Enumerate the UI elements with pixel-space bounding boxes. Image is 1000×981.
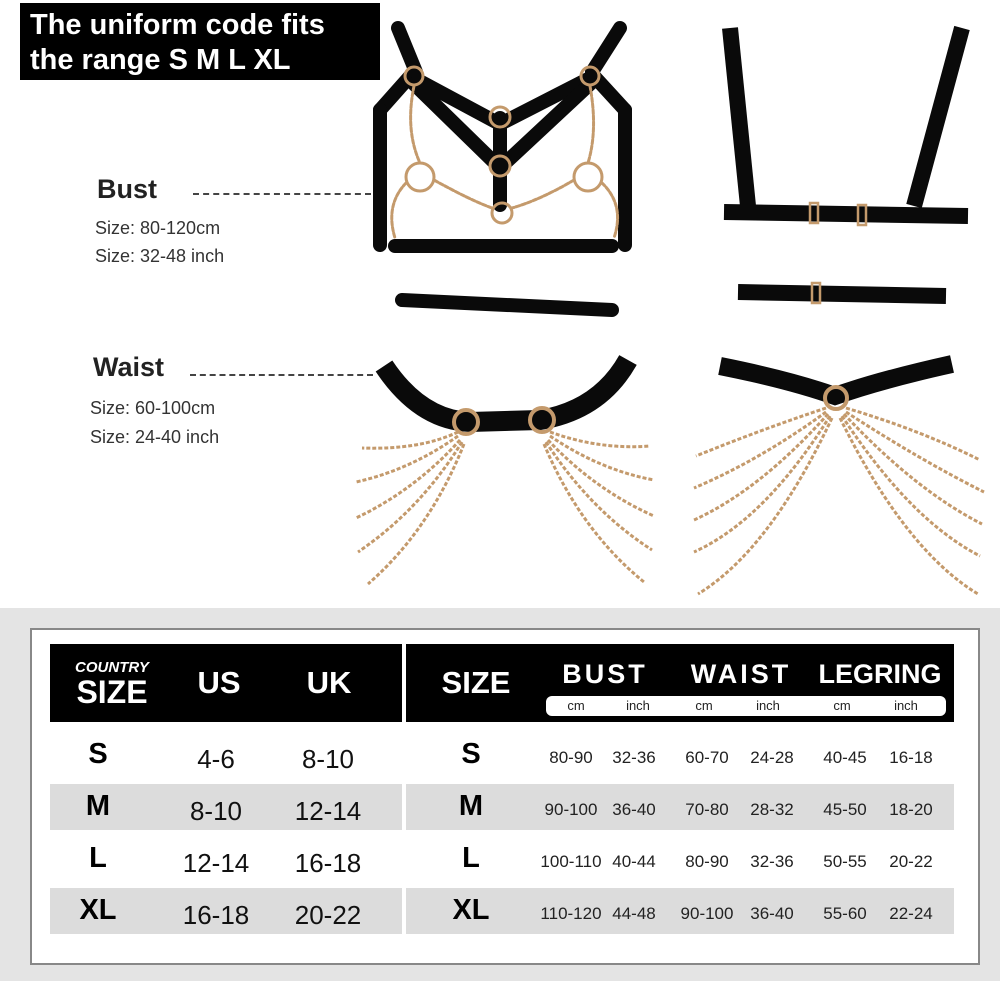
bust-inch-cell: 32-36 bbox=[612, 748, 656, 767]
bust-cm-cell: 100-110 bbox=[540, 852, 602, 871]
size-cell: M bbox=[85, 790, 111, 822]
banner-line-2: the range S M L XL bbox=[30, 44, 291, 76]
bust-header: BUST bbox=[562, 658, 648, 689]
size-cell: S bbox=[461, 738, 481, 770]
unit-label: cm bbox=[833, 698, 851, 713]
waist-cm-cell: 70-80 bbox=[685, 800, 729, 819]
leg-inch-cell: 18-20 bbox=[889, 800, 933, 819]
front-waist-chain-image bbox=[356, 360, 654, 584]
country-size-header-cell bbox=[62, 644, 162, 722]
country-label: COUNTRY bbox=[75, 658, 149, 676]
bust-title: Bust bbox=[97, 174, 157, 204]
table-row bbox=[406, 734, 954, 780]
measurement-header bbox=[406, 644, 954, 722]
uk-cell: 16-18 bbox=[294, 848, 362, 878]
waist-inch-cell: 36-40 bbox=[750, 904, 794, 923]
bust-inch-cell: 40-44 bbox=[612, 852, 656, 871]
leg-cm-cell: 55-60 bbox=[823, 904, 867, 923]
front-harness-image bbox=[380, 28, 625, 310]
us-header: US bbox=[197, 665, 241, 700]
unit-label: inch bbox=[894, 698, 918, 713]
table-row bbox=[406, 836, 954, 882]
leg-inch-cell: 16-18 bbox=[889, 748, 933, 767]
leg-cm-cell: 40-45 bbox=[823, 748, 867, 767]
waist-inch-cell: 28-32 bbox=[750, 800, 794, 819]
uk-cell: 8-10 bbox=[301, 744, 355, 774]
us-cell: 8-10 bbox=[189, 796, 243, 826]
leg-inch-cell: 22-24 bbox=[889, 904, 933, 923]
bust-inch-cell: 44-48 bbox=[612, 904, 656, 923]
size-cell: S bbox=[88, 738, 108, 770]
unit-label: inch bbox=[626, 698, 650, 713]
table-row bbox=[50, 836, 402, 882]
table-row bbox=[50, 888, 402, 934]
waist-header: WAIST bbox=[690, 658, 792, 689]
waist-inch-cell: 32-36 bbox=[750, 852, 794, 871]
back-harness-image bbox=[724, 28, 968, 303]
unit-label: cm bbox=[695, 698, 713, 713]
waist-cm-cell: 60-70 bbox=[685, 748, 729, 767]
waist-cm-cell: 80-90 bbox=[685, 852, 729, 871]
leg-cm-cell: 45-50 bbox=[823, 800, 867, 819]
bust-cm-cell: 80-90 bbox=[549, 748, 593, 767]
bust-cm-cell: 110-120 bbox=[540, 904, 602, 923]
us-cell: 16-18 bbox=[182, 900, 250, 930]
size-cell: M bbox=[458, 790, 484, 822]
bust-inch-cell: 36-40 bbox=[612, 800, 656, 819]
unit-row bbox=[546, 696, 946, 716]
table-row bbox=[50, 734, 402, 780]
size-header: SIZE bbox=[441, 665, 511, 700]
size-cell: L bbox=[462, 842, 480, 874]
table-row bbox=[50, 784, 402, 830]
table-row bbox=[406, 888, 954, 934]
waist-cm-cell: 90-100 bbox=[680, 904, 734, 923]
bust-size-inch: Size: 32-48 inch bbox=[95, 246, 225, 266]
unit-label: inch bbox=[756, 698, 780, 713]
bust-cm-cell: 90-100 bbox=[544, 800, 598, 819]
bust-size-cm: Size: 80-120cm bbox=[95, 218, 221, 238]
waist-title: Waist bbox=[93, 352, 165, 382]
size-cell: XL bbox=[452, 894, 490, 926]
uk-cell: 12-14 bbox=[294, 796, 362, 826]
size-cell: L bbox=[89, 842, 107, 874]
banner-line-1: The uniform code fits bbox=[30, 9, 325, 41]
back-waist-chain-image bbox=[694, 364, 984, 594]
us-cell: 4-6 bbox=[197, 744, 235, 774]
waist-size-cm: Size: 60-100cm bbox=[90, 398, 216, 418]
size-cell: XL bbox=[79, 894, 117, 926]
uk-cell: 20-22 bbox=[294, 900, 362, 930]
country-size-header bbox=[50, 644, 402, 722]
unit-label: cm bbox=[567, 698, 585, 713]
legring-header: LEGRING bbox=[818, 658, 942, 689]
size-label: SIZE bbox=[76, 673, 148, 710]
leg-inch-cell: 20-22 bbox=[889, 852, 933, 871]
table-row bbox=[406, 784, 954, 830]
uk-header: UK bbox=[306, 665, 352, 700]
waist-size-inch: Size: 24-40 inch bbox=[90, 427, 220, 447]
leg-cm-cell: 50-55 bbox=[823, 852, 867, 871]
us-cell: 12-14 bbox=[182, 848, 250, 878]
waist-inch-cell: 24-28 bbox=[750, 748, 794, 767]
